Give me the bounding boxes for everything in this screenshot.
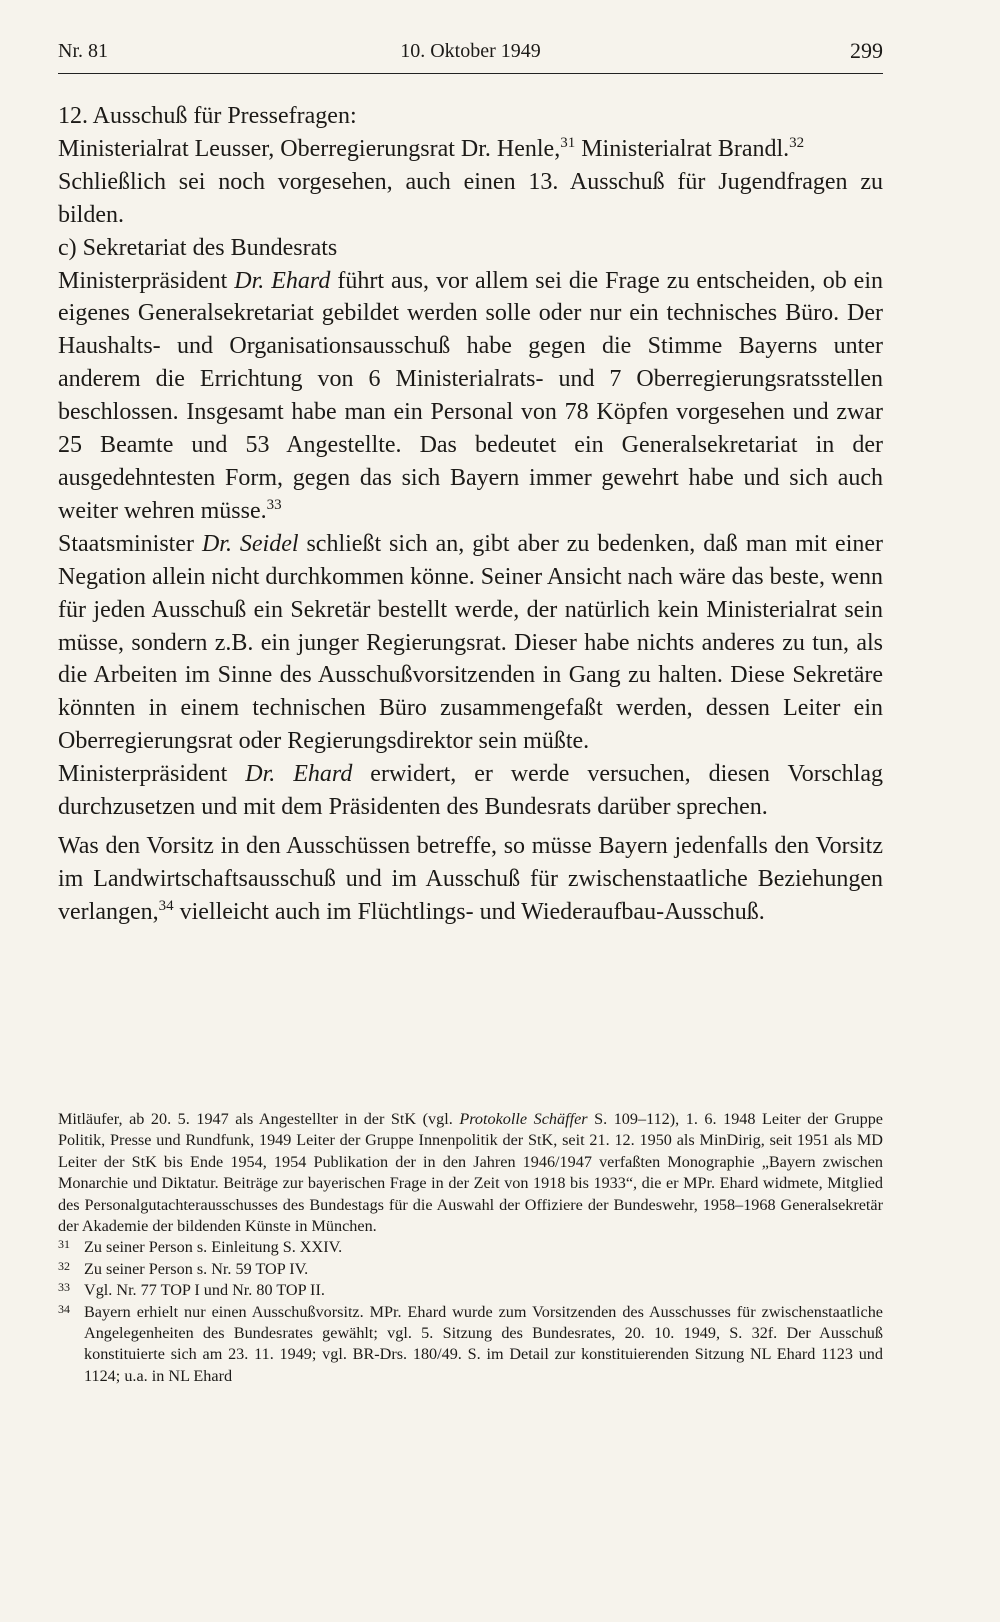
footnote-continuation [58,1109,883,1237]
footnote-33 [58,1280,883,1301]
ehard-reply-text: erwidert, er werde versuchen, diesen Vorschlag durchzusetzen und mit dem Präsidenten des Bundesrats darüber sprechen. [58,761,883,821]
speaker-name: Dr. Seidel [201,530,299,557]
committee-chairs-text-2: vielleicht auch im Flüchtlings- und Wiederaufbau-Ausschuß. [173,898,765,925]
footnote-text: Zu seiner Person s. Einleitung S. XXIV. [84,1238,343,1257]
footnote-ref-33[interactable]: 33 [266,496,282,513]
committee-chairs-text: Was den Vorsitz in den Ausschüssen betreffe, so müsse Bayern jedenfalls den Vorsitz im Landwirtschaftsausschuß und im Ausschuß für zwischenstaatliche Beziehungen verlangen, [58,832,883,925]
footnote-number: 34 [58,1301,70,1316]
footnotes [58,1109,883,1387]
seidel-statement-text: schließt sich an, gibt aber zu bedenken, daß man mit einer Negation allein nicht durchkommen könne. Seiner Ansicht nach wäre das beste, wenn für jeden Ausschuß ein Sekretär bestellt werde, der natürlich kein Ministerialrat sein müsse, sondern z.B. ein junger Regierungsrat. Dieser habe nichts anderes zu tun, als die Arbeiten im Sinne des Ausschußvorsitzenden in Gang zu halten. Diese Sekretäre könnten in einem technischen Büro zusammengefaßt werden, dessen Leiter ein Oberregierungsrat oder Regierungsdirektor sein müßte. [58,530,884,755]
footnote-continuation-text-2: S. 109–112), 1. 6. 1948 Leiter der Gruppe Politik, Presse und Rundfunk, 1949 Leiter der Gruppe Innenpolitik der StK, seit 21. 12. 1950 als MinDirig, seit 1951 als MD Leiter der StK bis Ende 1954, 1954 Publikation der in den Jahren 1946/1947 verfaßten Monographie „Bayern zwischen Monarchie und Diktatur. Beiträge zur bayerischen Frage in der Zeit von 1918 bis 1933“, die er MPr. Ehard widmete, Mitglied des Personalgutachterausschusses des Bundestags für die Auswahl der Offiziere der Bundeswehr, 1958–1968 Generalsekretär der Akademie der bildenden Künste in München. [58,1110,883,1236]
footnote-text: Bayern erhielt nur einen Ausschußvorsitz. MPr. Ehard wurde zum Vorsitzenden des Ausschusses für zwischenstaatliche Angelegenheiten des Bundesrates gewählt; vgl. 5. Sitzung des Bundesrates, 20. 10. 1949, S. 32f. Der Ausschuß konstituierte sich am 23. 11. 1949; vgl. BR-Drs. 180/49. S. im Detail zur konstituierenden Sitzung NL Ehard 1123 und 1124; u.a. in NL Ehard [84,1302,883,1385]
ehard-statement-text: führt aus, vor allem sei die Frage zu entscheiden, ob ein eigenes Generalsekretariat gebildet werden solle oder nur ein technisches Büro. Der Haushalts- und Organisationsausschuß habe gegen die Stimme Bayerns unter anderem die Errichtung von 6 Ministerialrats- und 7 Oberregierungsratsstellen beschlossen. Insgesamt habe man ein Personal von 78 Köpfen vorgesehen und zwar 25 Beamte und 53 Angestellte. Das bedeutet ein Generalsekretariat in der ausgedehntesten Form, gegen das sich Bayern immer gewehrt habe und sich auch weiter wehren müsse. [58,267,883,524]
document-number: Nr. 81 [58,40,108,62]
paragraph-committee-chairs [58,830,883,929]
footnote-31 [58,1237,883,1258]
speaker-name: Dr. Ehard [245,761,353,788]
paragraph-committee-13: Schließlich sei noch vorgesehen, auch einen 13. Ausschuß für Jugendfragen zu bilden. [58,168,883,228]
paragraph-committee-12: 12. Ausschuß für Pressefragen: [58,103,357,129]
section-heading-secretariat: c) Sekretariat des Bundesrats [58,234,338,261]
footnote-ref-32[interactable]: 32 [789,134,805,151]
running-header [58,40,883,74]
footnote-number: 32 [58,1258,70,1273]
header-rule [58,73,883,74]
footnote-32 [58,1259,883,1280]
speaker-title: Ministerpräsident [58,267,235,294]
footnote-text: Zu seiner Person s. Nr. 59 TOP IV. [84,1259,309,1278]
paragraph-ehard-statement [58,265,883,528]
footnote-ref-31[interactable]: 31 [560,134,576,151]
footnote-number: 33 [58,1280,70,1295]
footnote-text: Vgl. Nr. 77 TOP I und Nr. 80 TOP II. [84,1281,325,1300]
page-number: 299 [850,38,883,63]
main-text [58,100,883,929]
paragraph-ehard-reply [58,758,883,824]
committee-members-text-2: Ministerialrat Brandl. [575,135,790,162]
cited-work-title: Protokolle Schäffer [459,1110,588,1128]
paragraph-committee-members [58,133,883,166]
speaker-title: Staatsminister [58,530,202,557]
footnote-number: 31 [58,1237,70,1252]
footnote-34 [58,1302,883,1388]
footnote-ref-34[interactable]: 34 [158,897,174,914]
paragraph-seidel-statement [58,528,883,758]
header-date: 10. Oktober 1949 [400,40,541,62]
footnote-continuation-text: Mitläufer, ab 20. 5. 1947 als Angestellter in der StK (vgl. [58,1110,460,1128]
committee-members-text: Ministerialrat Leusser, Oberregierungsrat Dr. Henle, [58,135,561,162]
speaker-name: Dr. Ehard [234,267,331,294]
speaker-title: Ministerpräsident [58,761,246,788]
